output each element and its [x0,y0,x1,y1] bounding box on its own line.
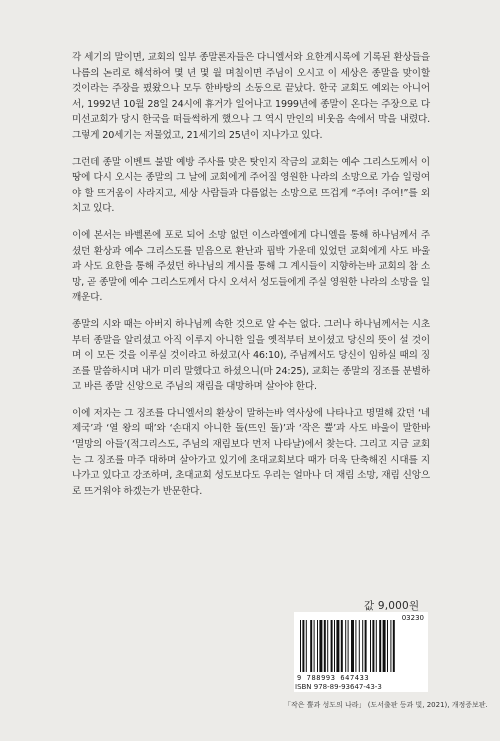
paragraph-2: 그런데 종말 이벤트 불발 예방 주사를 맞은 탓인지 작금의 교회는 예수 그리스도께서 이 땅에 다시 오시는 종말의 그 날에 교회에게 주어질 영원한 나라의 소망으로 가슴 일렁여야 할 뜨거움이 사라지고, 세상 사람들과 다름없는 소망으로 뜨겁게 “주여! 주여!”를 외치고 있다. [72,156,430,215]
barcode-bars [296,616,426,674]
isbn-number: ISBN 978-89-93647-43-3 [295,683,382,691]
isbn-barcode [294,612,428,692]
blurb-text [72,50,430,510]
paragraph-1: 각 세기의 말이면, 교회의 일부 종말론자들은 다니엘서와 요한계시록에 기록된 환상들을 나름의 논리로 해석하여 몇 년 몇 월 며칠이면 주님이 오시고 이 세상은 종말을 맞이할 것이라는 주장을 폈왔으나 모두 한바탕의 소동으로 끝났다. 한국 교회도 예외는 아니어서, 1992년 10월 28일 24시에 휴거가 일어나고 1999년에 종말이 온다는 주장으로 다미선교회가 당시 한국을 떠들썩하게 했으나 그 역시 만인의 비웃음 속에서 막을 내렸다. 그렇게 20세기는 저물었고, 21세기의 25년이 지나가고 있다. [72,52,430,141]
paragraph-5: 이에 저자는 그 징조를 다니엘서의 환상이 말하는바 역사상에 나타나고 명멸해 갔던 ‘네 제국’과 ‘열 왕의 때’와 ‘손대지 아니한 돌(뜨인 돌)’과 ‘작은 뿔’과 사도 바울이 말한바 ‘멸망의 아들’(적그리스도, 주님의 재림보다 먼저 나타날)에서 찾는다. 그리고 지금 교회는 그 징조를 마주 대하며 살아가고 있기에 초대교회보다 때가 더욱 단축해진 시대를 지나가고 있다고 강조하며, 초대교회 성도보다도 우리는 얼마나 더 재림 소망, 재림 신앙으로 뜨거워야 하겠는가 반문한다. [72,407,430,497]
price-label: 값 9,000원 [364,600,420,612]
paragraph-3: 이에 본서는 바벨론에 포로 되어 소망 없던 이스라엘에게 다니엘을 통해 하나님께서 주셨던 환상과 예수 그리스도를 믿음으로 환난과 핍박 가운데 있었던 교회에게 사도 바울과 사도 요한을 통해 주셨던 하나님의 계시를 통해 그 계시들이 지향하는바 교회의 참 소망, 곧 종말에 예수 그리스도께서 다시 오셔서 성도들에게 주실 영원한 나라의 소망을 일깨운다. [72,229,430,304]
source-citation: 「작은 뿔과 성도의 나라」 (도서출판 등과 빛, 2021), 개정증보판. [284,701,488,709]
barcode-digits: 9 788993 647433 [297,674,370,682]
paragraph-4: 종말의 시와 때는 아버지 하나님께 속한 것으로 알 수는 없다. 그러나 하나님께서는 시초부터 종말을 알리셨고 아직 이루지 아니한 일을 옛적부터 보이셨고 당신의 뜻이 설 것이며 이 모든 것을 이루실 것이라고 하셨고(사 46:10), 주님께서도 당신이 임하실 때의 징조를 말씀하시며 내가 미리 말했다고 하셨으니(마 24:25), 교회는 종말의 징조를 분별하고 바른 종말 신앙으로 주님의 재림을 대망하며 살아야 한다. [72,318,430,393]
barcode-addon-code: 03230 [401,614,424,622]
